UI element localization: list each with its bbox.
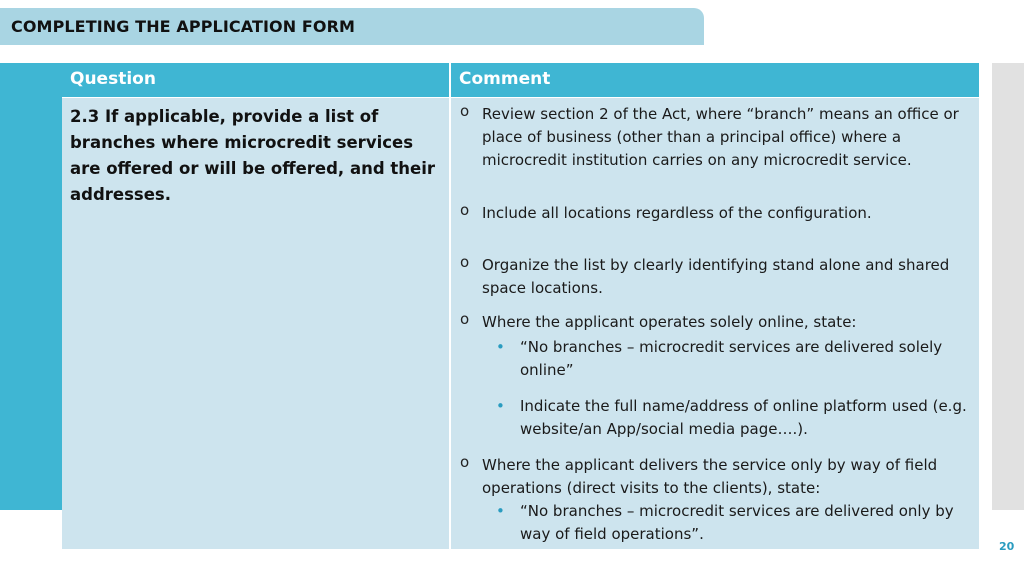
- comment-text: Review section 2 of the Act, where “branch” means an office or place of business (other than a principal office) where a microcredit institution carries on any microcredit service.: [482, 105, 959, 169]
- sub-bullet-text: “No branches – microcredit services are delivered only by way of field operations”.: [520, 502, 954, 543]
- question-cell: [62, 98, 449, 549]
- header-comment: Comment: [451, 63, 979, 97]
- question-comment-table: [62, 63, 979, 549]
- question-text: 2.3 If applicable, provide a list of branches where microcredit services are offered or will be offered, and their addresses.: [70, 107, 435, 204]
- circle-bullet-icon: o: [460, 453, 470, 471]
- circle-bullet-icon: o: [460, 310, 470, 328]
- page-number: 20: [999, 540, 1015, 553]
- circle-bullet-icon: o: [460, 102, 470, 120]
- right-gray-bar: [992, 63, 1024, 510]
- circle-bullet-icon: o: [460, 253, 470, 271]
- sub-bullet-text: “No branches – microcredit services are delivered solely online”: [520, 338, 943, 379]
- comment-cell: [451, 98, 979, 549]
- comment-text: Where the applicant delivers the service only by way of field operations (direct visits to the clients), state:: [482, 456, 938, 497]
- left-accent-bar: [0, 63, 62, 510]
- dot-bullet-icon: •: [496, 397, 505, 415]
- comment-text: Where the applicant operates solely online, state:: [482, 313, 857, 331]
- comment-text: Organize the list by clearly identifying stand alone and shared space locations.: [482, 256, 950, 297]
- comment-text: Include all locations regardless of the configuration.: [482, 204, 872, 222]
- header-question: Question: [62, 63, 449, 97]
- dot-bullet-icon: •: [496, 502, 505, 520]
- title-band: [0, 8, 704, 45]
- slide-title: COMPLETING THE APPLICATION FORM: [11, 17, 356, 36]
- sub-bullet-text: Indicate the full name/address of online platform used (e.g. website/an App/social media page….).: [520, 397, 967, 438]
- circle-bullet-icon: o: [460, 201, 470, 219]
- dot-bullet-icon: •: [496, 338, 505, 356]
